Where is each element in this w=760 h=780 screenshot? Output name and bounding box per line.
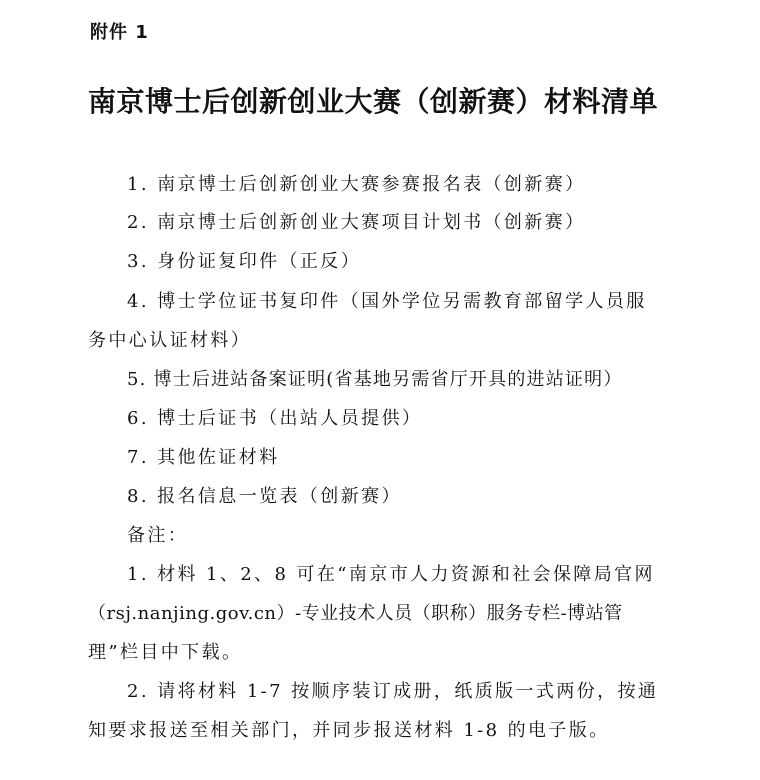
attachment-label: 附件 1 — [90, 22, 149, 43]
notes-heading: 备注： — [127, 525, 189, 546]
list-item: 4. 博士学位证书复印件（国外学位另需教育部留学人员服 — [127, 291, 647, 312]
page-title: 南京博士后创新创业大赛（创新赛）材料清单 — [88, 85, 659, 118]
list-item: 3. 身份证复印件（正反） — [127, 251, 362, 272]
list-item-continuation: 务中心认证材料） — [88, 330, 252, 351]
list-item: 2. 南京博士后创新创业大赛项目计划书（创新赛） — [127, 212, 586, 233]
list-item: 8. 报名信息一览表（创新赛） — [127, 486, 402, 507]
note-line: 1. 材料 1、2、8 可在“南京市人力资源和社会保障局官网 — [127, 564, 655, 585]
list-item: 7. 其他佐证材料 — [127, 447, 280, 468]
note-line: 2. 请将材料 1-7 按顺序装订成册，纸质版一式两份，按通 — [127, 681, 659, 702]
note-line: 知要求报送至相关部门，并同步报送材料 1-8 的电子版。 — [88, 720, 610, 741]
list-item: 6. 博士后证书（出站人员提供） — [127, 408, 423, 429]
note-line: 理”栏目中下载。 — [88, 642, 243, 663]
note-line: （rsj.nanjing.gov.cn）-专业技术人员（职称）服务专栏-博站管 — [88, 603, 623, 624]
list-item: 1. 南京博士后创新创业大赛参赛报名表（创新赛） — [127, 174, 586, 195]
list-item: 5. 博士后进站备案证明(省基地另需省厅开具的进站证明） — [127, 369, 623, 390]
